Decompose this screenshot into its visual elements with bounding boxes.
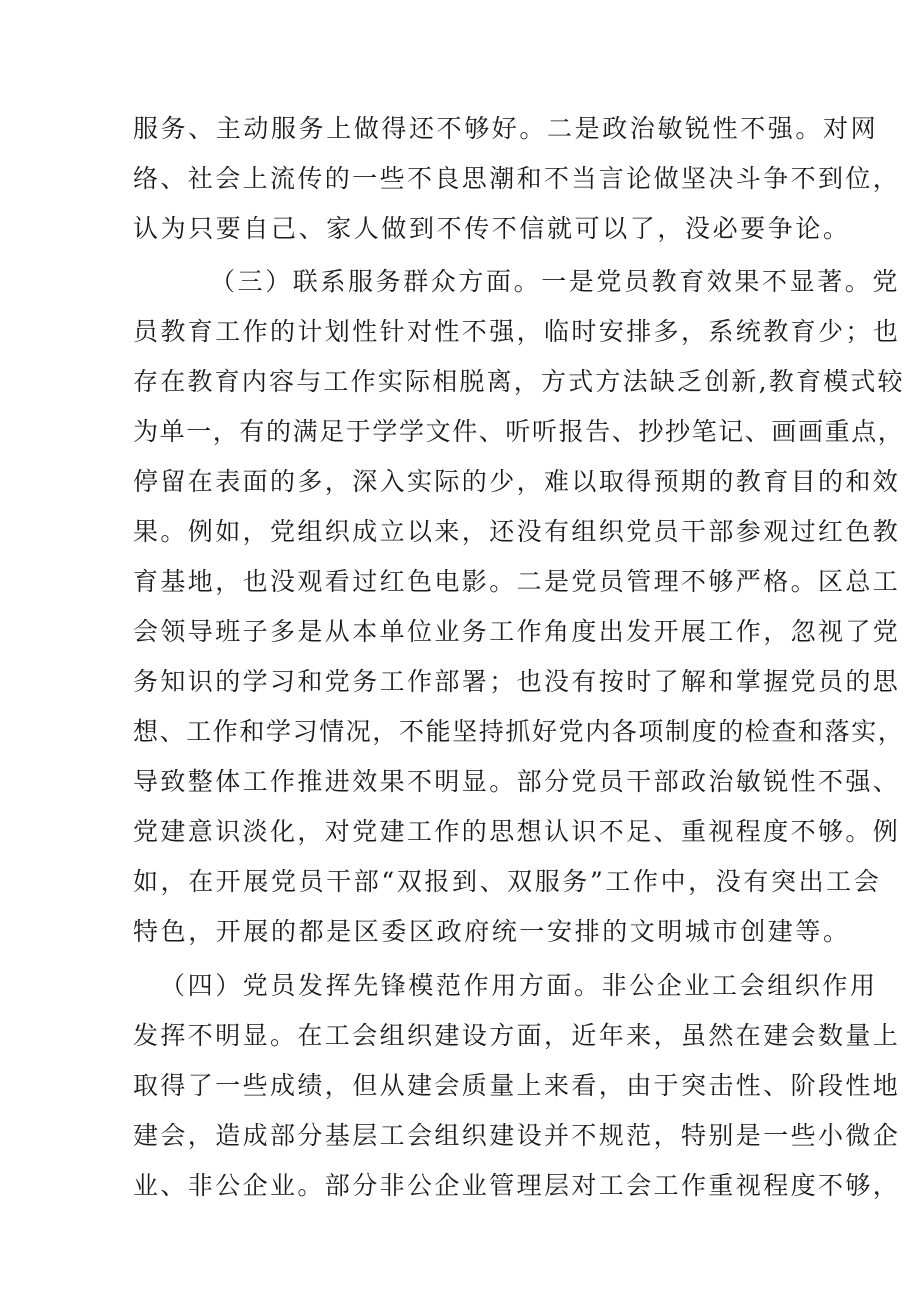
text-line-6: 存在教育内容与工作实际相脱离，方式方法缺乏创新,教育模式较 <box>133 367 905 396</box>
text-line-4: （三）联系服务群众方面。一是党员教育效果不显著。党 <box>210 267 901 296</box>
text-line-14: 导致整体工作推进效果不明显。部分党员干部政治敏锐性不强、 <box>133 767 901 796</box>
text-line-13: 想、工作和学习情况，不能坚持抓好党内各项制度的检查和落实， <box>133 717 905 746</box>
text-line-18: （四）党员发挥先锋模范作用方面。非公企业工会组织作用 <box>160 971 878 1000</box>
text-line-1: 服务、主动服务上做得还不够好。二是政治敏锐性不强。对网 <box>133 114 879 143</box>
text-line-10: 育基地，也没观看过红色电影。二是党员管理不够严格。区总工 <box>133 567 901 596</box>
text-line-11: 会领导班子多是从本单位业务工作角度出发开展工作，忽视了党 <box>133 617 901 646</box>
text-line-22: 业、非公企业。部分非公企业管理层对工会工作重视程度不够， <box>133 1171 901 1200</box>
text-line-9: 果。例如，党组织成立以来，还没有组织党员干部参观过红色教 <box>133 517 901 546</box>
text-line-8: 停留在表面的多，深入实际的少，难以取得预期的教育目的和效 <box>133 467 901 496</box>
text-line-16: 如，在开展党员干部“双报到、双服务”工作中，没有突出工会 <box>133 867 882 896</box>
text-line-21: 建会，造成部分基层工会组织建设并不规范，特别是一些小微企 <box>133 1121 901 1150</box>
text-line-17: 特色，开展的都是区委区政府统一安排的文明城市创建等。 <box>133 917 851 946</box>
text-line-5: 员教育工作的计划性针对性不强，临时安排多，系统教育少；也 <box>133 317 901 346</box>
text-line-20: 取得了一些成绩，但从建会质量上来看，由于突击性、阶段性地 <box>133 1071 901 1100</box>
text-line-15: 党建意识淡化，对党建工作的思想认识不足、重视程度不够。例 <box>133 817 901 846</box>
text-line-12: 务知识的学习和党务工作部署；也没有按时了解和掌握党员的思 <box>133 667 901 696</box>
text-line-7: 为单一，有的满足于学学文件、听听报告、抄抄笔记、画画重点， <box>133 417 905 446</box>
text-line-19: 发挥不明显。在工会组织建设方面，近年来，虽然在建会数量上 <box>133 1021 901 1050</box>
text-line-2: 络、社会上流传的一些不良思潮和不当言论做坚决斗争不到位， <box>133 164 901 193</box>
text-line-3: 认为只要自己、家人做到不传不信就可以了，没必要争论。 <box>133 214 851 243</box>
